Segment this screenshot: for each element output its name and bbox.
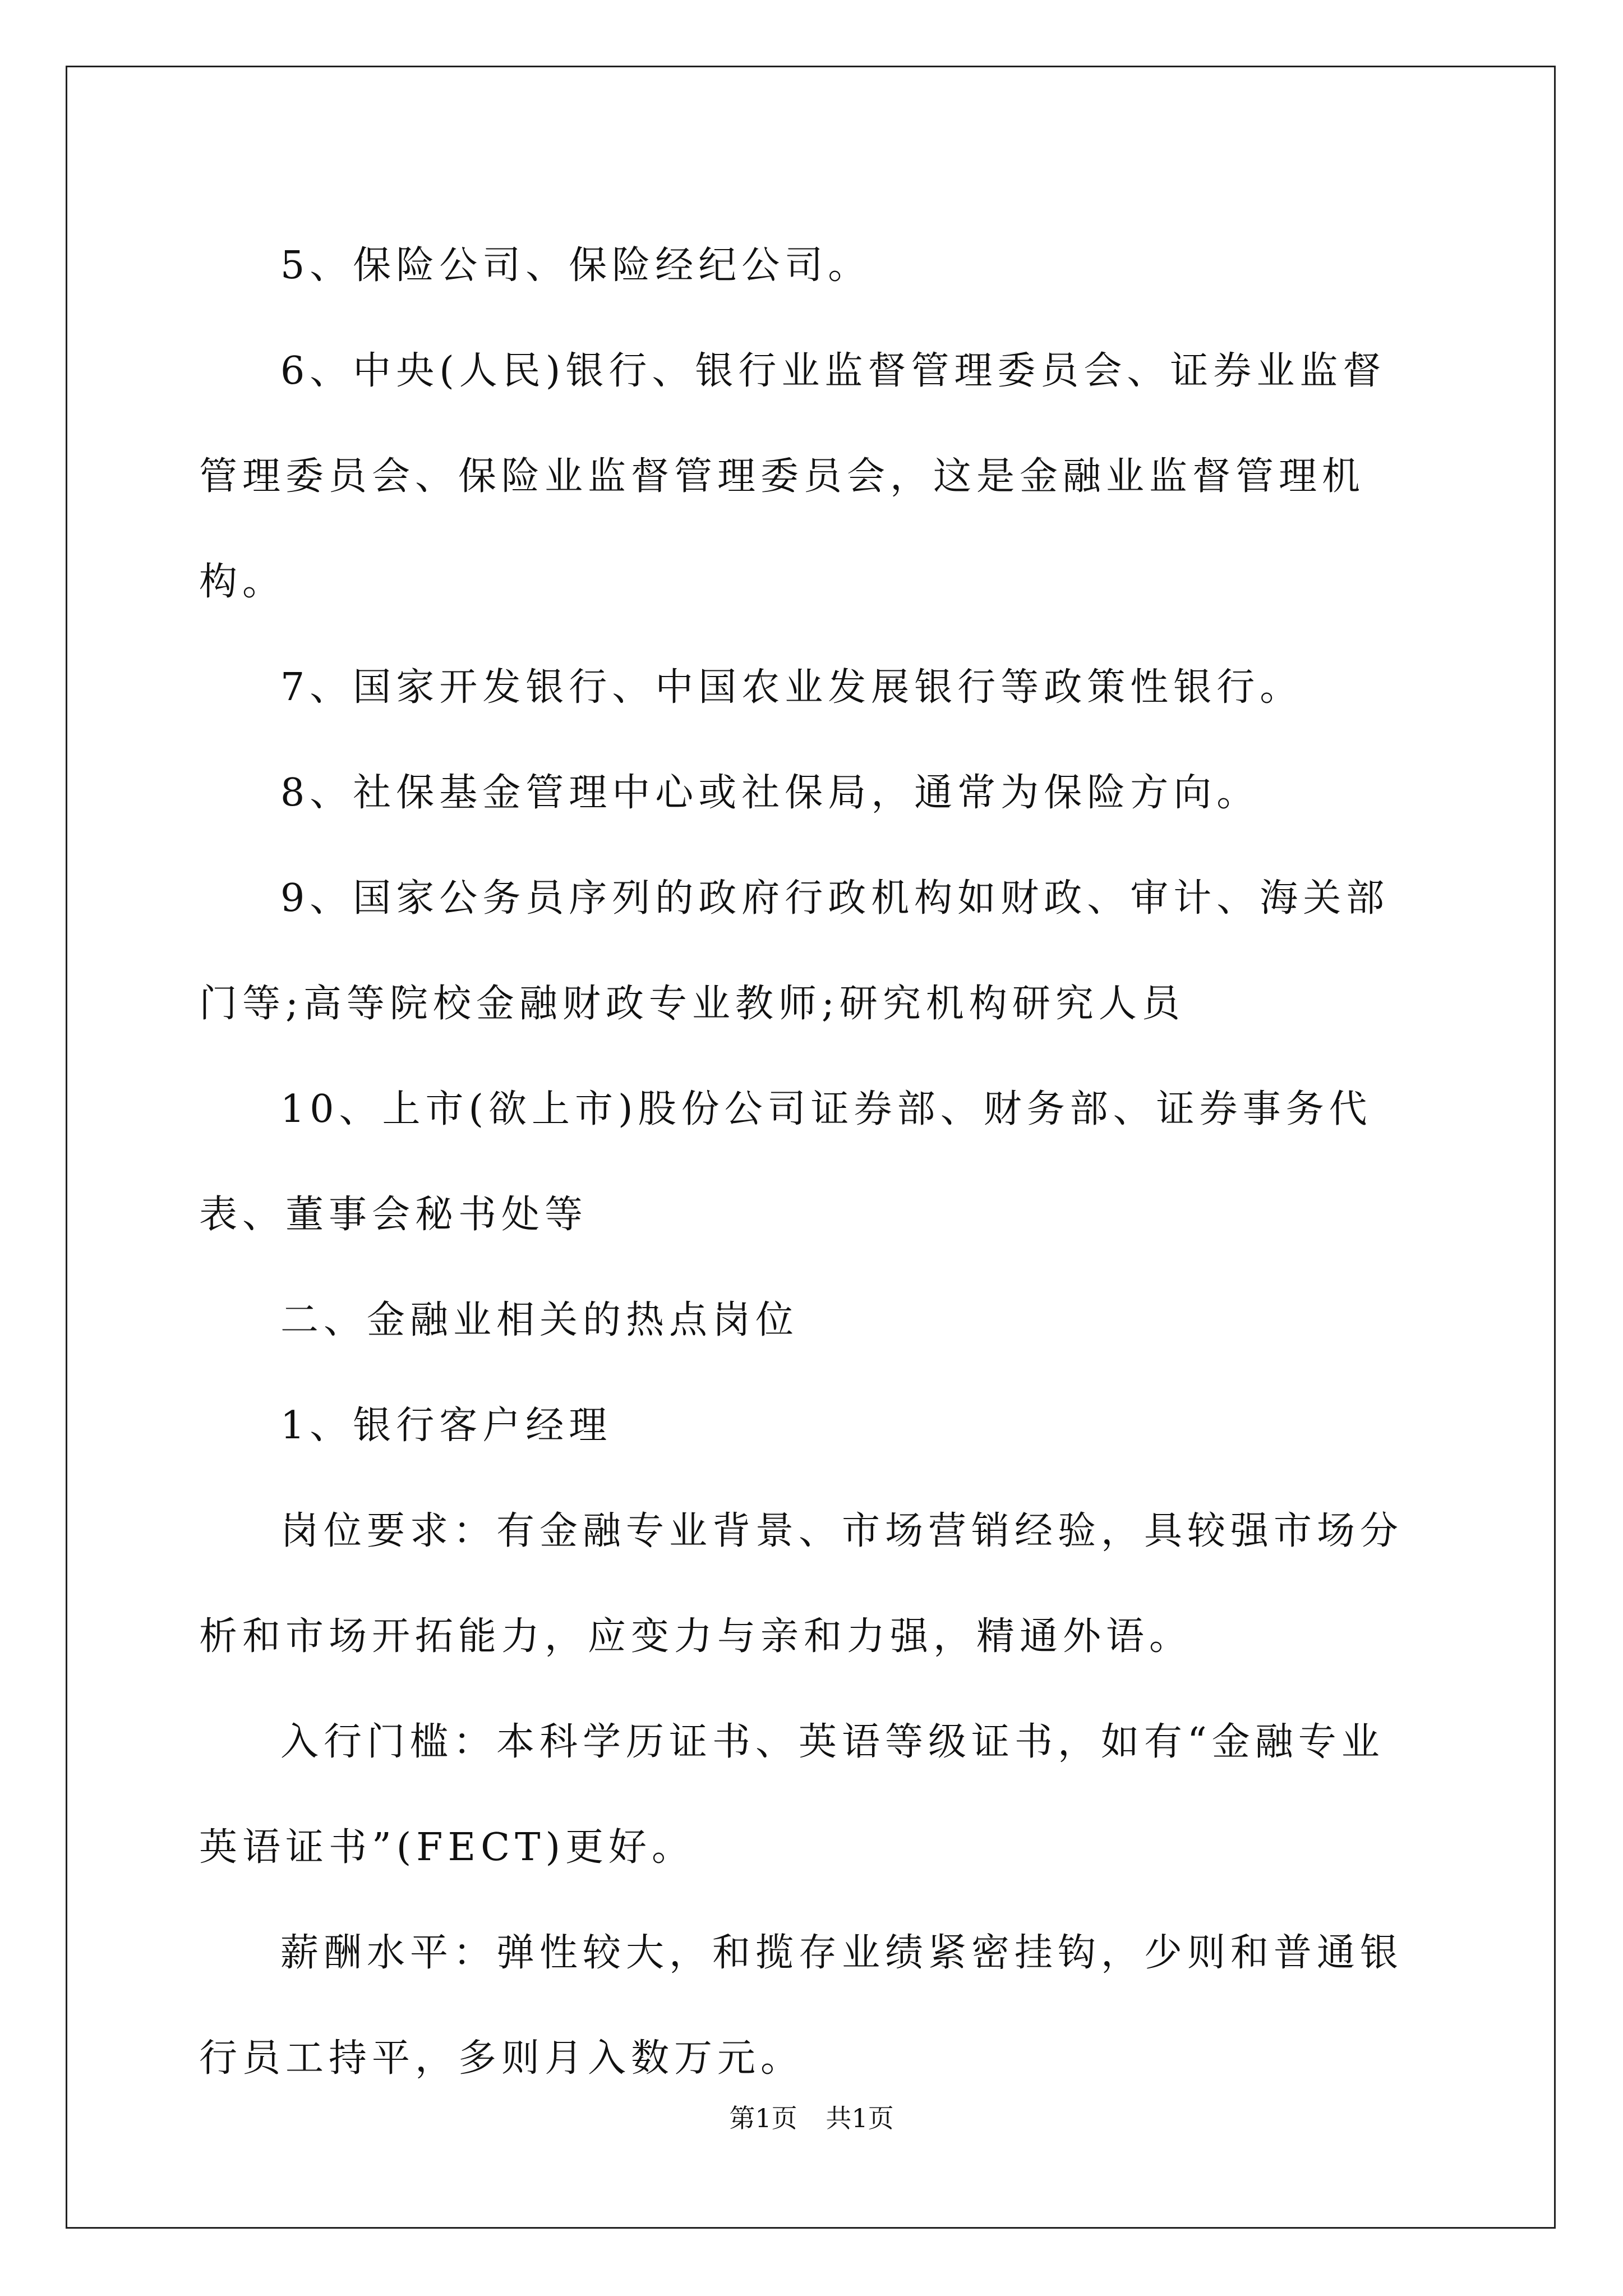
section-heading: 二、金融业相关的热点岗位: [280, 1298, 799, 1342]
job-salary: 薪酬水平：弹性较大，和揽存业绩紧密挂钩，少则和普通银行员工持平，多则月入数万元。: [199, 1931, 1404, 2081]
paragraph-item-6: 6、中央(人民)银行、银行业监督管理委员会、证券业监督管理委员会、保险业监督管理委员会，这是金融业监督管理机构。: [199, 349, 1386, 604]
page-footer: [0, 2098, 1623, 2135]
job-title: 1、银行客户经理: [280, 1404, 612, 1448]
paragraph-item-10: 10、上市(欲上市)股份公司证券部、财务部、证券事务代表、董事会秘书处等: [199, 1087, 1372, 1237]
page-count: 共1页: [826, 2103, 894, 2133]
paragraph-item-9: 9、国家公务员序列的政府行政机构如财政、审计、海关部门等;高等院校金融财政专业教师;研究机构研究人员: [199, 876, 1390, 1026]
job-requirements: 岗位要求：有金融专业背景、市场营销经验，具较强市场分析和市场开拓能力，应变力与亲和力强，精通外语。: [199, 1509, 1404, 1659]
paragraph-item-8: 8、社保基金管理中心或社保局，通常为保险方向。: [280, 771, 1260, 815]
paragraph-item-7: 7、国家开发银行、中国农业发展银行等政策性银行。: [280, 665, 1303, 710]
page-number: 第1页: [729, 2103, 797, 2133]
document-body: [199, 213, 1422, 2111]
paragraph-item-5: 5、保险公司、保险经纪公司。: [280, 243, 872, 288]
job-entry-threshold: 入行门槛：本科学历证书、英语等级证书，如有“金融专业英语证书”(FECT)更好。: [199, 1720, 1385, 1870]
